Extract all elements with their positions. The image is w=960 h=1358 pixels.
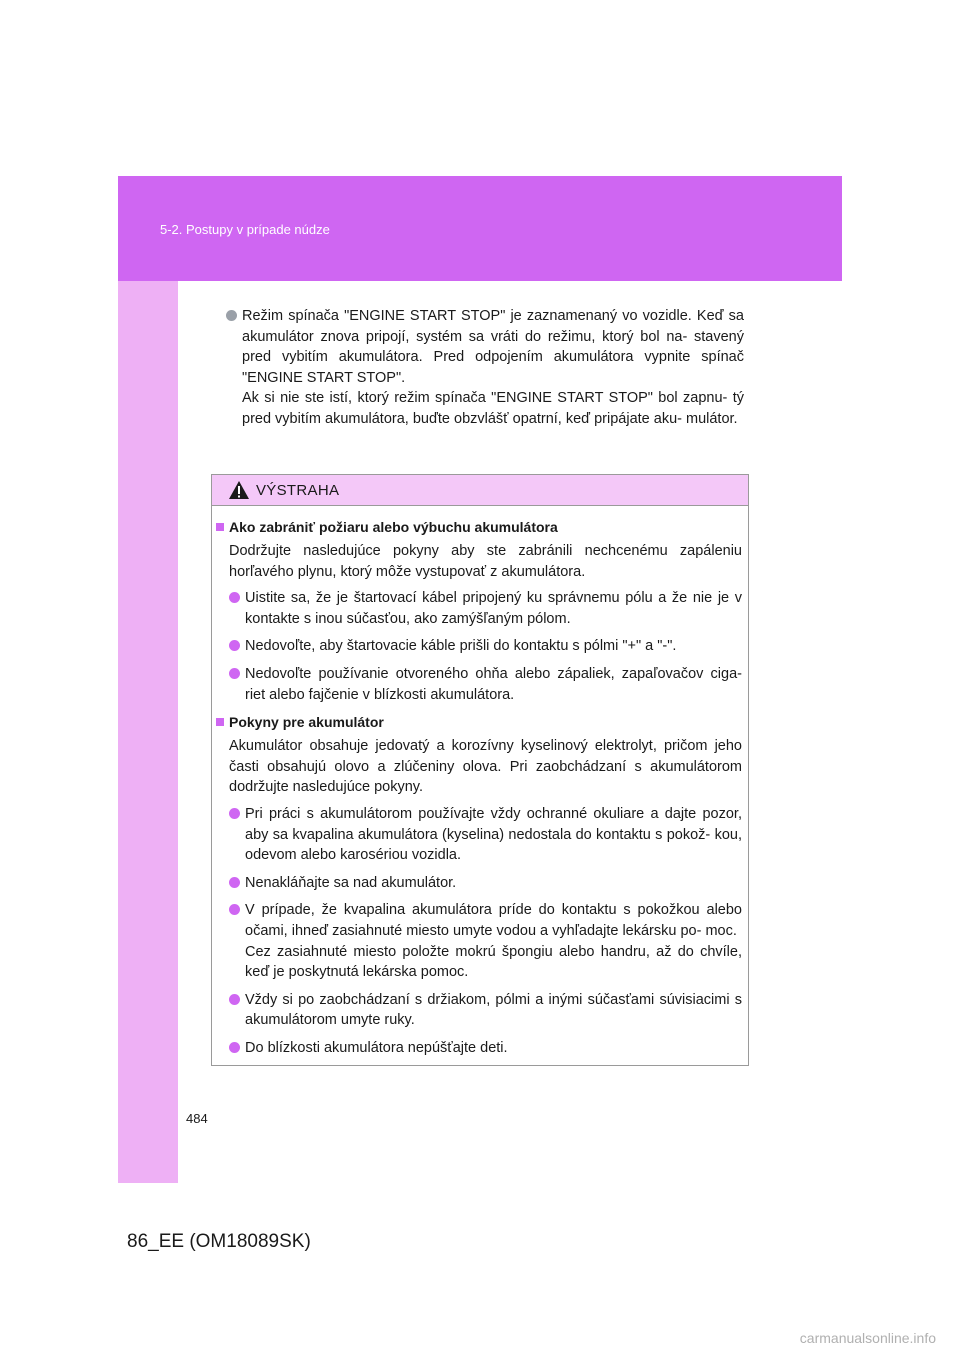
list-item [216, 804, 742, 866]
warning-box [211, 474, 749, 1066]
intro-bullet [226, 306, 744, 430]
list-item-text: Do blízkosti akumulátora nepúšťajte deti. [245, 1039, 508, 1056]
section-text: Dodržujte nasledujúce pokyny aby ste zabránili nechcenému zapáleniu horľavého plynu, ktorý môže vystupovať z akumulátora. [229, 543, 742, 580]
section-title: 5-2. Postupy v prípade núdze [160, 222, 330, 237]
circle-bullet-icon [229, 808, 240, 819]
section-heading-text: Pokyny pre akumulátor [229, 714, 384, 731]
square-bullet-icon [216, 523, 224, 531]
list-item [216, 990, 742, 1031]
circle-bullet-icon [229, 994, 240, 1005]
circle-bullet-icon [229, 904, 240, 915]
list-item-text: Vždy si po zaobchádzaní s držiakom, pólmi a inými súčasťami súvisiacimi s akumulátorom umyte ruky. [245, 991, 742, 1029]
intro-paragraph: Ak si nie ste istí, ktorý režim spínača "ENGINE START STOP" bol zapnu- tý pred vybitím akumulátora, buďte obzvlášť opatrní, keď pripájate aku- mulátor. [242, 390, 744, 427]
square-bullet-icon [216, 718, 224, 726]
list-item [216, 664, 742, 705]
list-item-text: Nedovoľte, aby štartovacie káble prišli do kontaktu s pólmi "+" a "-". [245, 638, 677, 655]
section-heading-text: Ako zabrániť požiaru alebo výbuchu akumulátora [229, 519, 558, 535]
list-item [216, 636, 742, 657]
list-item-text: Pri práci s akumulátorom používajte vždy ochranné okuliare a dajte pozor, aby sa kvapalina akumulátora (kyselina) nedostala do kontaktu s pokož- kou, odevom alebo karosériou vozidla. [245, 805, 742, 864]
intro-text [242, 306, 744, 430]
page-number: 484 [186, 1111, 208, 1126]
side-band [118, 281, 178, 1183]
circle-bullet-icon [229, 640, 240, 651]
section-heading [216, 712, 742, 732]
circle-bullet-icon [229, 668, 240, 679]
warning-body [212, 506, 748, 1058]
circle-bullet-icon [229, 592, 240, 603]
list-item-text: Nedovoľte používanie otvoreného ohňa alebo zápaliek, zapaľovačov ciga- riet alebo fajčenie v blízkosti akumulátora. [245, 665, 742, 703]
list-item-text: V prípade, že kvapalina akumulátora príde do kontaktu s pokožkou alebo očami, ihneď zasiahnuté miesto umyte vodou a vyhľadajte lekársku po- moc. [245, 902, 742, 939]
circle-bullet-icon [229, 1042, 240, 1053]
warning-triangle-icon [228, 480, 250, 500]
section-text: Akumulátor obsahuje jedovatý a korozívny kyselinový elektrolyt, pričom jeho časti obsahujú olovo a zlúčeniny olova. Pri zaobchádzaní s akumulátorom dodržujte nasledujúce pokyny. [229, 738, 742, 796]
list-item-text: Cez zasiahnuté miesto položte mokrú špongiu alebo handru, až do chvíle, keď je poskytnutá lekárska pomoc. [245, 943, 742, 981]
circle-bullet-icon [229, 877, 240, 888]
gray-circle-bullet-icon [226, 310, 237, 321]
intro-paragraph: Režim spínača "ENGINE START STOP" je zaznamenaný vo vozidle. Keď sa akumulátor znova pripojí, systém sa vráti do režimu, ktorý bol na- stavený pred vybitím akumulátora. Pred odpojením akumulátora vypnite spínač "ENGINE START STOP". [242, 308, 744, 386]
list-item [216, 873, 742, 894]
warning-header [212, 475, 748, 506]
list-item [216, 1038, 742, 1059]
section-heading [216, 517, 742, 537]
intro-note [226, 306, 744, 430]
list-item [216, 588, 742, 629]
warning-title: VÝSTRAHA [256, 481, 340, 499]
list-item-text: Uistite sa, že je štartovací kábel pripojený ku správnemu pólu a že nie je v kontakte s inou súčasťou, ako zamýšľaným pólom. [245, 590, 742, 627]
list-item [216, 900, 742, 982]
document-code: 86_EE (OM18089SK) [127, 1231, 311, 1252]
list-item-text: Nenakláňajte sa nad akumulátor. [245, 874, 457, 891]
watermark-text: carmanualsonline.info [799, 1330, 936, 1346]
